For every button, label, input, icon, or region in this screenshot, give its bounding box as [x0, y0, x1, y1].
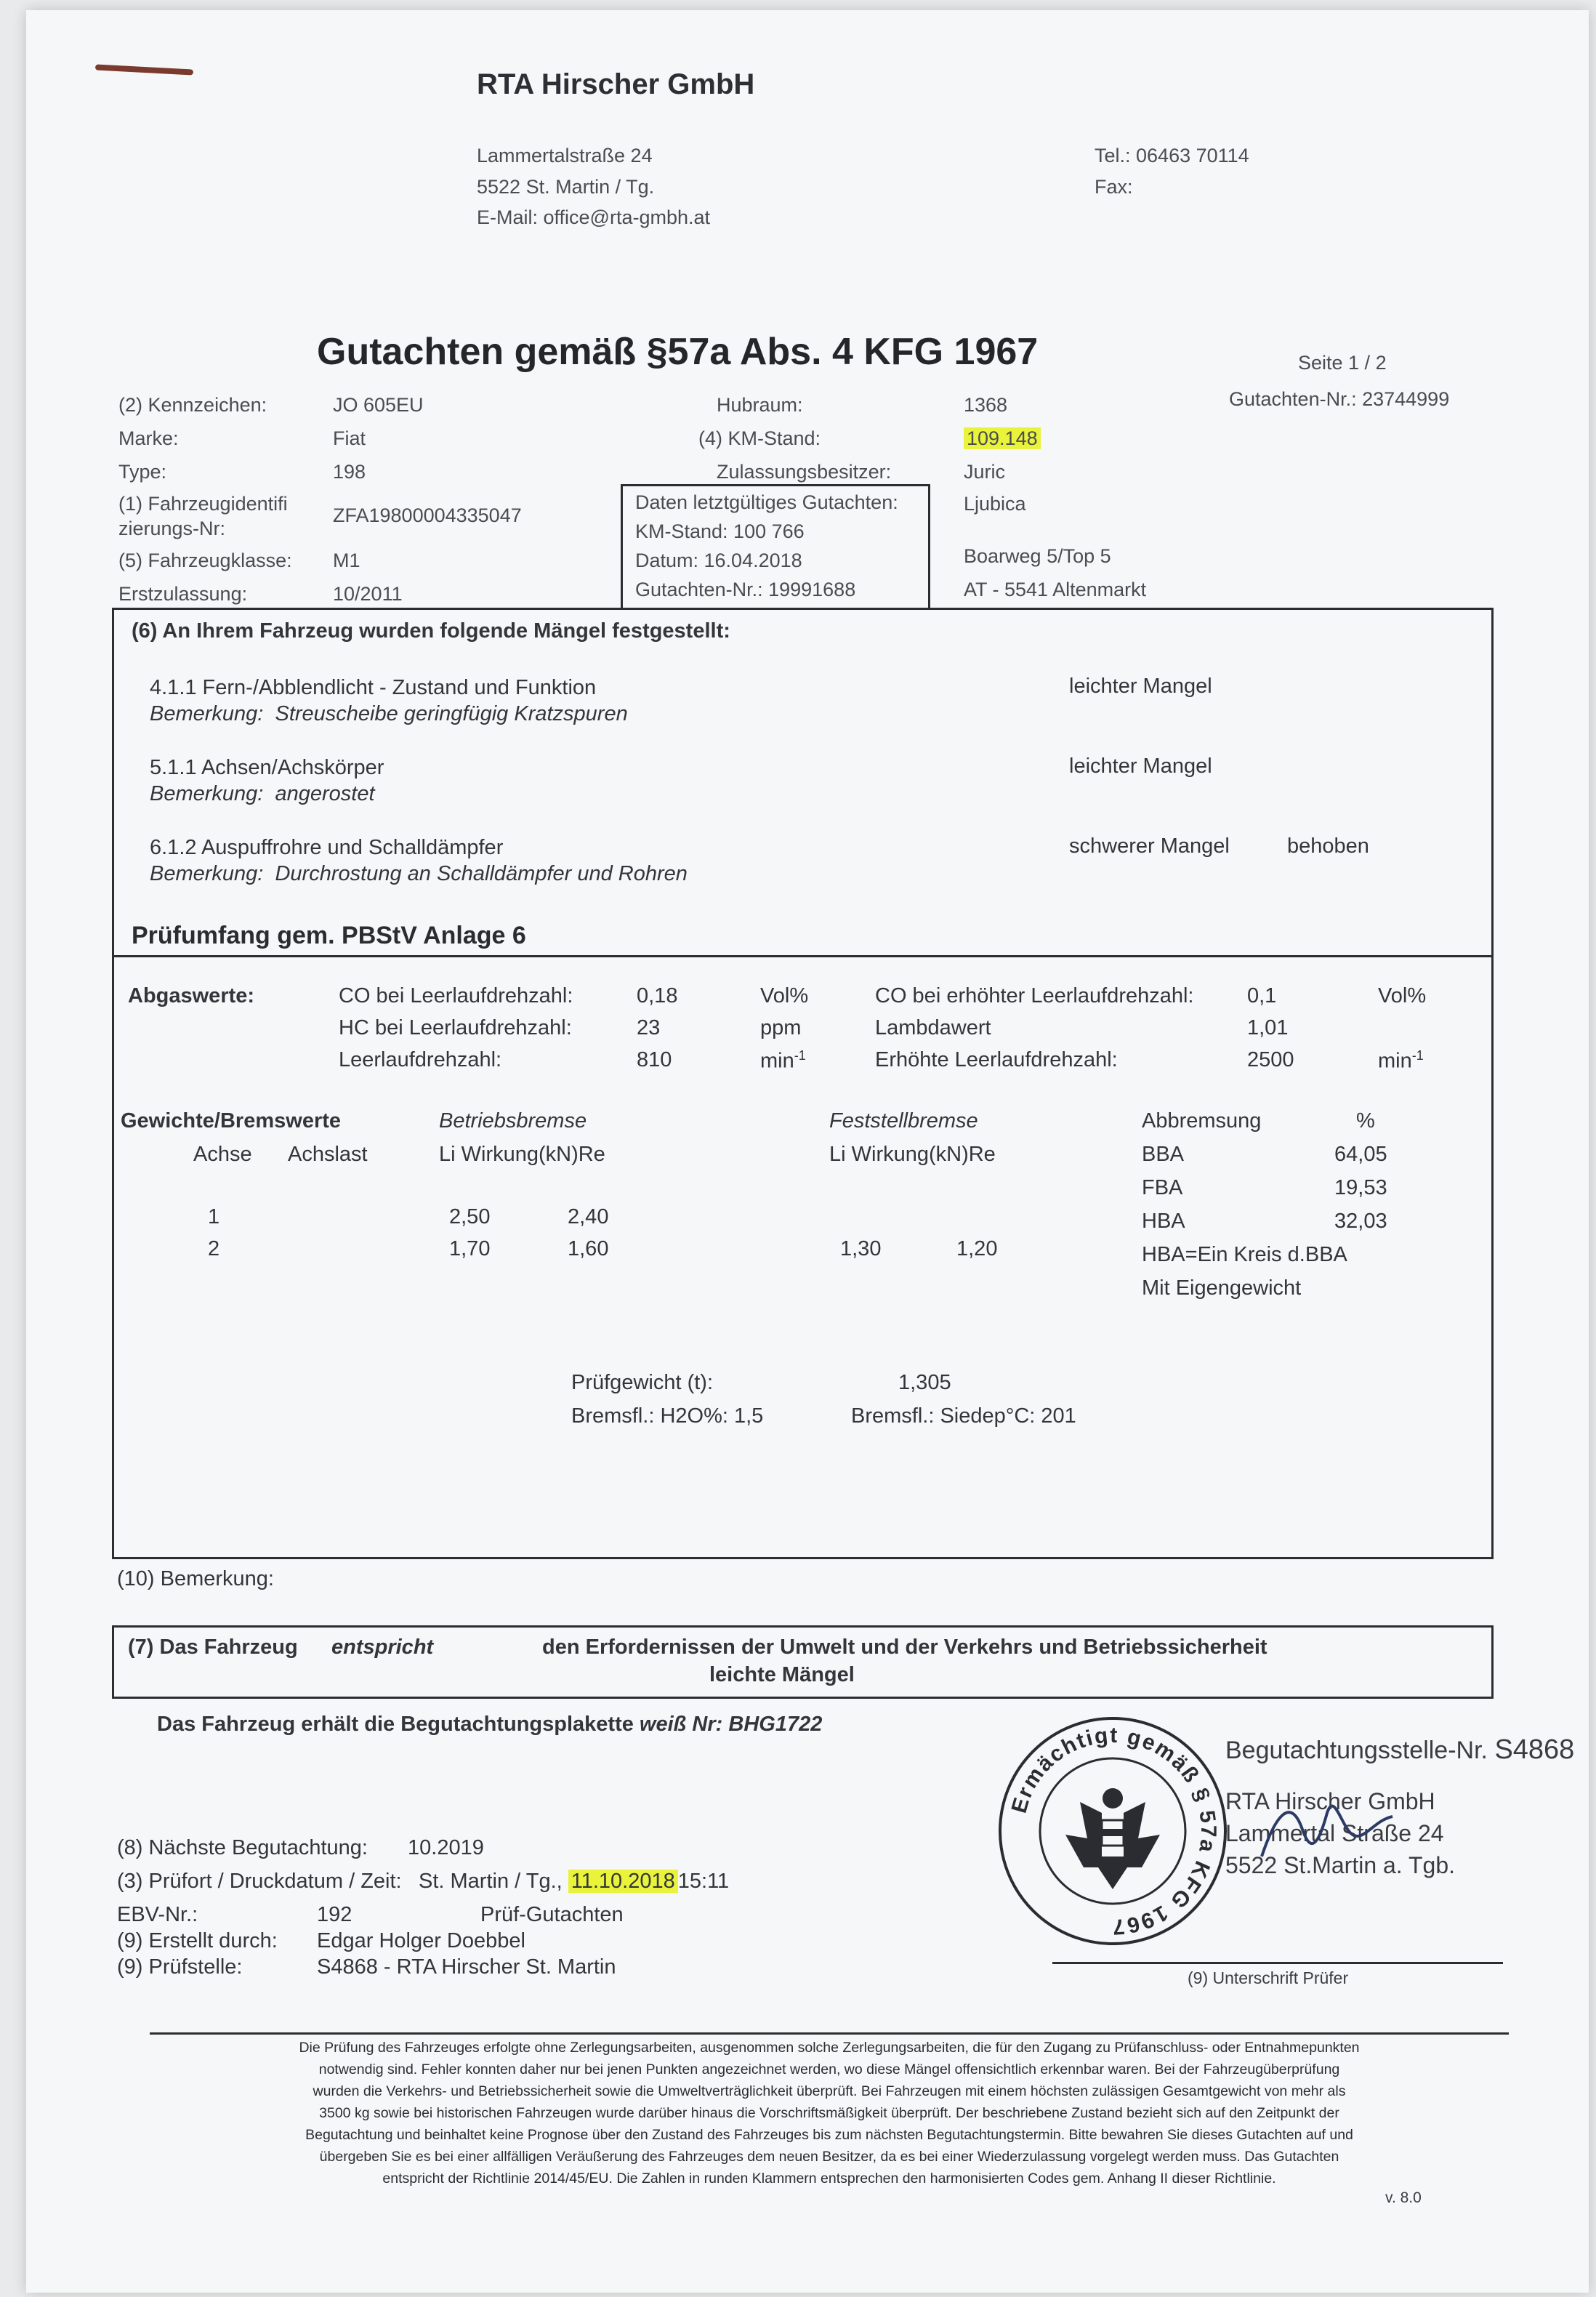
hc-idle-unit: ppm	[760, 1016, 802, 1039]
hubraum-label: Hubraum:	[717, 394, 803, 416]
previous-number: Gutachten-Nr.: 19991688	[635, 579, 856, 600]
defect-1-remark: Bemerkung: Streuscheibe geringfügig Kratzspuren	[150, 702, 628, 725]
stamp-stelle: Begutachtungsstelle-Nr. S4868	[1225, 1734, 1575, 1765]
hc-idle-label: HC bei Leerlaufdrehzahl:	[339, 1016, 572, 1039]
betriebsbremse-header: Betriebsbremse	[439, 1109, 587, 1133]
version-label: v. 8.0	[1385, 2189, 1422, 2206]
pruefgewicht-value: 1,305	[898, 1371, 951, 1394]
achse-header: Achse	[193, 1143, 252, 1166]
brake-row-1-betrieb-re: 2,40	[568, 1205, 609, 1228]
brakes-label: Gewichte/Bremswerte	[121, 1109, 342, 1133]
previous-heading: Daten letztgültiges Gutachten:	[635, 491, 898, 513]
pruefumfang: Prüfumfang gem. PBStV Anlage 6	[132, 922, 526, 949]
besitzer-line2: Ljubica	[964, 493, 1026, 515]
defect-3-remark: Bemerkung: Durchrostung an Schalldämpfer und Rohren	[150, 862, 688, 885]
defect-1-title: 4.1.1 Fern-/Abblendlicht - Zustand und Funktion	[150, 676, 597, 699]
km-value-highlight: 109.148	[964, 427, 1041, 449]
page-number: Seite 1 / 2	[1298, 352, 1387, 374]
bba-label: BBA	[1142, 1143, 1185, 1166]
bremsfl-siedepunkt: Bremsfl.: Siedep°C: 201	[851, 1404, 1076, 1428]
verdict-line2: leichte Mängel	[709, 1663, 855, 1686]
feststellbremse-header: Feststellbremse	[829, 1109, 978, 1133]
fin-label-line1: (1) Fahrzeugidentifi	[118, 493, 288, 515]
fin-value: ZFA19800004335047	[333, 504, 522, 526]
verdict-prefix: (7) Das Fahrzeug	[128, 1636, 298, 1659]
company-email: E-Mail: office@rta-gmbh.at	[477, 206, 711, 228]
hba-value: 32,03	[1334, 1210, 1387, 1233]
pruefstelle-value: S4868 - RTA Hirscher St. Martin	[317, 1955, 616, 1979]
marke-value: Fiat	[333, 427, 366, 449]
brake-row-2-betrieb-re: 1,60	[568, 1237, 609, 1260]
company-street: Lammertalstraße 24	[477, 145, 653, 166]
bba-value: 64,05	[1334, 1143, 1387, 1166]
lambda-label: Lambdawert	[875, 1016, 991, 1039]
idle-unit: $\min^{-1}$	[760, 1048, 806, 1073]
co-idle-label: CO bei Leerlaufdrehzahl:	[339, 984, 573, 1007]
previous-date: Datum: 16.04.2018	[635, 550, 802, 571]
besitzer-line1: Juric	[964, 461, 1006, 483]
co-high-value: 0,1	[1247, 984, 1277, 1007]
ebv-type: Prüf-Gutachten	[480, 1903, 624, 1926]
besitzer-line3: Boarweg 5/Top 5	[964, 545, 1111, 567]
fba-value: 19,53	[1334, 1176, 1387, 1199]
hba-note: HBA=Ein Kreis d.BBA	[1142, 1243, 1347, 1266]
stamp-line3: 5522 St.Martin a. Tgb.	[1225, 1852, 1456, 1878]
pruefort-label: (3) Prüfort / Druckdatum / Zeit:	[117, 1870, 402, 1893]
bremsfl-h2o: Bremsfl.: H2O%: 1,5	[571, 1404, 764, 1428]
eagle-emblem-icon	[1065, 1788, 1160, 1889]
erstellt-value: Edgar Holger Doebbel	[317, 1929, 525, 1952]
defect-3-severity: schwerer Mangel	[1069, 834, 1230, 858]
company-city: 5522 St. Martin / Tg.	[477, 176, 655, 198]
idle-value: 810	[637, 1048, 672, 1071]
pruefstelle-label: (9) Prüfstelle:	[117, 1955, 243, 1979]
stamp-line2: Lammertal Straße 24	[1225, 1820, 1444, 1846]
hubraum-value: 1368	[964, 394, 1008, 416]
lambda-value: 1,01	[1247, 1016, 1289, 1039]
defect-2-title: 5.1.1 Achsen/Achskörper	[150, 756, 384, 779]
brake-row-1-betrieb-li: 2,50	[449, 1205, 491, 1228]
co-high-unit: Vol%	[1378, 984, 1427, 1007]
brake-row-2-fest-li: 1,30	[840, 1237, 882, 1260]
verdict-status: entspricht	[331, 1636, 434, 1659]
type-value: 198	[333, 461, 366, 483]
fin-label-line2: zierungs-Nr:	[118, 518, 226, 539]
abgas-label: Abgaswerte:	[128, 984, 255, 1007]
company-tel: Tel.: 06463 70114	[1095, 145, 1249, 166]
achslast-header: Achslast	[288, 1143, 368, 1166]
company-fax: Fax:	[1095, 176, 1133, 198]
feststellbremse-sub: Li Wirkung(kN)Re	[829, 1143, 996, 1166]
page-title: Gutachten gemäß §57a Abs. 4 KFG 1967	[317, 331, 1039, 373]
erstzulassung-label: Erstzulassung:	[118, 583, 248, 605]
signature-label: (9) Unterschrift Prüfer	[1188, 1968, 1349, 1987]
km-value	[964, 427, 1041, 450]
staple	[95, 64, 193, 75]
defect-3-title: 6.1.2 Auspuffrohre und Schalldämpfer	[150, 836, 504, 859]
mit-eigengewicht: Mit Eigengewicht	[1142, 1276, 1302, 1300]
fba-label: FBA	[1142, 1176, 1183, 1199]
betriebsbremse-sub: Li Wirkung(kN)Re	[439, 1143, 605, 1166]
high-idle-value: 2500	[1247, 1048, 1294, 1071]
defects-heading: (6) An Ihrem Fahrzeug wurden folgende Mängel festgestellt:	[132, 619, 730, 643]
pruefgewicht-label: Prüfgewicht (t):	[571, 1371, 713, 1394]
previous-km: KM-Stand: 100 766	[635, 520, 805, 542]
brake-row-2-betrieb-li: 1,70	[449, 1237, 491, 1260]
kennzeichen-label: (2) Kennzeichen:	[118, 394, 267, 416]
erstzulassung-value: 10/2011	[333, 583, 403, 605]
defect-2-remark: Bemerkung: angerostet	[150, 782, 375, 805]
high-idle-unit: $\min^{-1}$	[1378, 1048, 1424, 1073]
co-high-label: CO bei erhöhter Leerlaufdrehzahl:	[875, 984, 1194, 1007]
besitzer-line4: AT - 5541 Altenmarkt	[964, 579, 1147, 600]
defect-1-severity: leichter Mangel	[1069, 675, 1212, 698]
brake-row-2-fest-re: 1,20	[956, 1237, 998, 1260]
defect-3-status: behoben	[1287, 834, 1369, 858]
disclaimer-text: Die Prüfung des Fahrzeuges erfolgte ohne Zerlegungsarbeiten, ausgenommen solche Zerlegungsarbeiten, die für den Zugang zu Prüfanschluss- oder Entnahmepunkten notwendig sind. Fehler konnten daher nur bei jenen Punkten angezeichnet werden, wo diese Mängel offensichtlich erkennbar waren. Bei der Fahrzeugüberprüfung wurden die Verkehrs- und Betriebssicherheit sowie die Umweltverträglichkeit überprüft. Bei Fahrzeugen mit einem höchsten zulässigen Gesamtgewicht von mehr als 3500 kg sowie bei historischen Fahrzeugen wurde darüber hinaus die Vorschriftsmäßigkeit überprüft. Der beschriebene Zustand bezieht sich auf den Zeitpunkt der Begutachtung und beinhaltet keine Prognose über den Zustand des Fahrzeuges bis zum nächsten Begutachtungstermin. Bitte bewahren Sie dieses Gutachten auf und übergeben Sie es bei einer allfälligen Veräußerung des Fahrzeuges dem neuen Besitzer, da es bei einer Wiederzulassung vorgelegt werden muss. Das Gutachten entspricht der Richtlinie 2014/45/EU. Die Zahlen in runden Klammern entsprechen den harmonisierten Codes gem. Anhang II dieser Richtlinie.	[299, 2040, 1360, 2187]
hba-label: HBA	[1142, 1210, 1185, 1233]
klasse-label: (5) Fahrzeugklasse:	[118, 550, 292, 571]
plakette-text: Das Fahrzeug erhält die Begutachtungsplakette weiß Nr: BHG1722	[157, 1713, 823, 1736]
pruefort-value: St. Martin / Tg., 11.10.2018 15:11	[419, 1870, 730, 1893]
stamp-line1: RTA Hirscher GmbH	[1225, 1788, 1435, 1814]
brake-row-2-achse: 2	[208, 1237, 220, 1260]
handwritten-signature	[1247, 1784, 1407, 1878]
disclaimer-divider	[150, 2032, 1509, 2035]
abbremsung-label: Abbremsung	[1142, 1109, 1262, 1133]
gutachten-number: Gutachten-Nr.: 23744999	[1229, 388, 1450, 410]
brake-row-1-achse: 1	[208, 1205, 220, 1228]
co-idle-unit: Vol%	[760, 984, 809, 1007]
hc-idle-value: 23	[637, 1016, 661, 1039]
bemerkung-label: (10) Bemerkung:	[117, 1567, 274, 1590]
ebv-value: 192	[317, 1903, 352, 1926]
kennzeichen-value: JO 605EU	[333, 394, 424, 416]
naechste-value: 10.2019	[408, 1836, 484, 1859]
high-idle-label: Erhöhte Leerlaufdrehzahl:	[875, 1048, 1118, 1071]
seal-ring-text: Ermächtigt gemäß § 57a KFG 1967	[1007, 1723, 1221, 1939]
verdict-text: den Erfordernissen der Umwelt und der Verkehrs und Betriebssicherheit	[542, 1636, 1267, 1659]
co-idle-value: 0,18	[637, 984, 678, 1007]
naechste-label: (8) Nächste Begutachtung:	[117, 1836, 368, 1859]
type-label: Type:	[118, 461, 167, 483]
marke-label: Marke:	[118, 427, 179, 449]
erstellt-label: (9) Erstellt durch:	[117, 1929, 278, 1952]
defect-2-severity: leichter Mangel	[1069, 755, 1212, 778]
klasse-value: M1	[333, 550, 360, 571]
signature-line	[1052, 1962, 1503, 1964]
idle-label: Leerlaufdrehzahl:	[339, 1048, 502, 1071]
km-label: (4) KM-Stand:	[698, 427, 821, 449]
abbremsung-percent: %	[1356, 1109, 1375, 1133]
ebv-label: EBV-Nr.:	[117, 1903, 198, 1926]
besitzer-label: Zulassungsbesitzer:	[717, 461, 892, 483]
company-name: RTA Hirscher GmbH	[477, 68, 755, 100]
official-seal-stamp	[993, 1711, 1233, 1951]
document-page	[26, 10, 1589, 2293]
